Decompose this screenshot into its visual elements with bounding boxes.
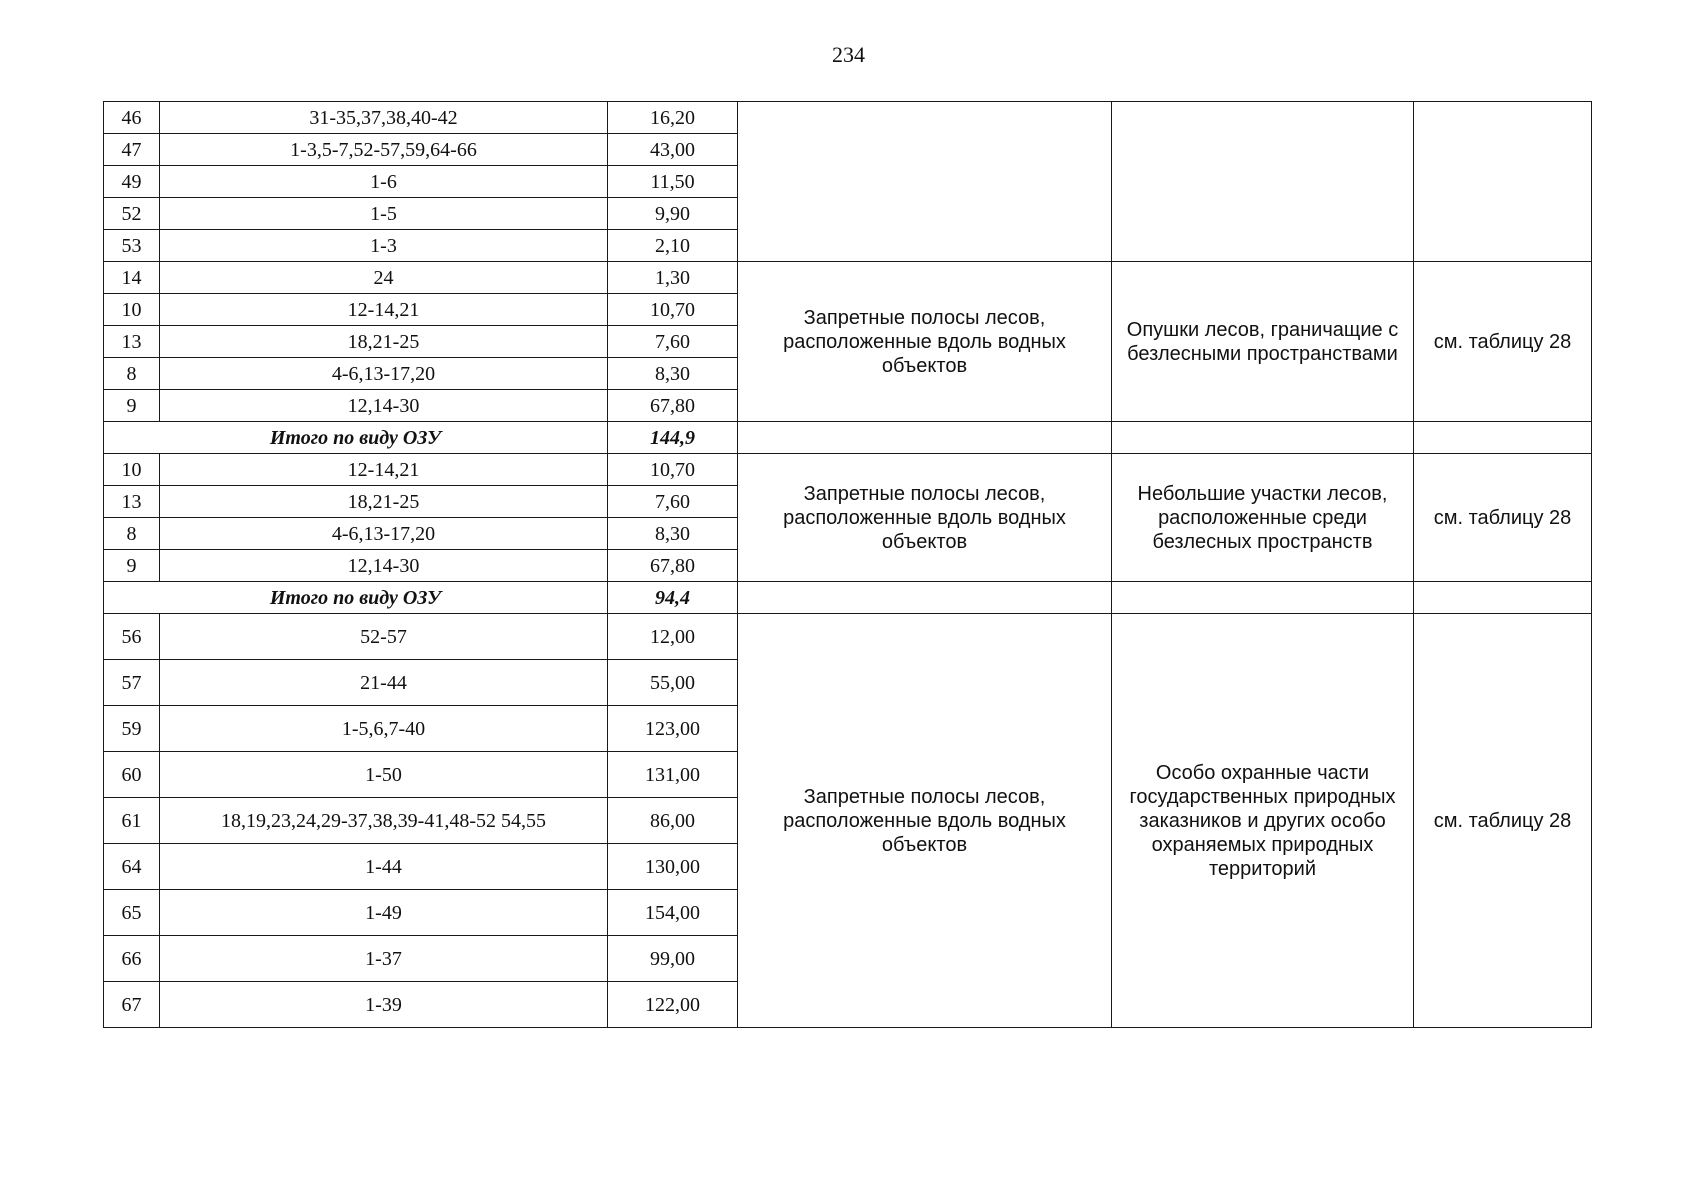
allotments-cell: 1-3 [160,230,608,262]
empty-cell [1414,422,1592,454]
empty-cell [1112,582,1414,614]
quarter-cell: 10 [104,294,160,326]
area-cell: 8,30 [608,518,738,550]
area-cell: 8,30 [608,358,738,390]
quarter-cell: 65 [104,890,160,936]
allotments-cell: 12-14,21 [160,294,608,326]
area-cell: 16,20 [608,102,738,134]
allotments-cell: 12-14,21 [160,454,608,486]
note-cell: см. таблицу 28 [1414,614,1592,1028]
page-number: 234 [832,42,865,67]
allotments-cell: 21-44 [160,660,608,706]
ozu-type-cell: Особо охранные части государственных природных заказников и других особо охраняемых природных территорий [1112,614,1414,1028]
area-cell: 10,70 [608,294,738,326]
area-cell: 55,00 [608,660,738,706]
allotments-cell: 1-37 [160,936,608,982]
allotments-cell: 1-6 [160,166,608,198]
area-cell: 10,70 [608,454,738,486]
ozu-type-cell [1112,102,1414,262]
area-cell: 130,00 [608,844,738,890]
quarter-cell: 47 [104,134,160,166]
empty-cell [738,582,1112,614]
category-cell: Запретные полосы лесов, расположенные вдоль водных объектов [738,262,1112,422]
quarter-cell: 52 [104,198,160,230]
quarter-cell: 61 [104,798,160,844]
allotments-cell: 1-5,6,7-40 [160,706,608,752]
quarter-cell: 46 [104,102,160,134]
total-label: Итого по виду ОЗУ [104,582,608,614]
quarter-cell: 13 [104,326,160,358]
quarter-cell: 67 [104,982,160,1028]
category-cell: Запретные полосы лесов, расположенные вдоль водных объектов [738,454,1112,582]
empty-cell [738,422,1112,454]
allotments-cell: 4-6,13-17,20 [160,518,608,550]
quarter-cell: 64 [104,844,160,890]
quarter-cell: 60 [104,752,160,798]
allotments-cell: 18,19,23,24,29-37,38,39-41,48-52 54,55 [160,798,608,844]
note-cell: см. таблицу 28 [1414,454,1592,582]
allotments-cell: 12,14-30 [160,390,608,422]
empty-cell [1414,582,1592,614]
area-cell: 9,90 [608,198,738,230]
table-row [104,454,1592,486]
total-row [104,582,1592,614]
area-cell: 11,50 [608,166,738,198]
allotments-cell: 1-44 [160,844,608,890]
allotments-cell: 1-5 [160,198,608,230]
area-cell: 123,00 [608,706,738,752]
total-value: 144,9 [608,422,738,454]
quarter-cell: 9 [104,390,160,422]
allotments-cell: 52-57 [160,614,608,660]
area-cell: 1,30 [608,262,738,294]
area-cell: 12,00 [608,614,738,660]
quarter-cell: 9 [104,550,160,582]
quarter-cell: 49 [104,166,160,198]
category-cell: Запретные полосы лесов, расположенные вдоль водных объектов [738,614,1112,1028]
area-cell: 2,10 [608,230,738,262]
ozu-type-cell: Опушки лесов, граничащие с безлесными пространствами [1112,262,1414,422]
area-cell: 67,80 [608,390,738,422]
area-cell: 43,00 [608,134,738,166]
note-cell: см. таблицу 28 [1414,262,1592,422]
allotments-cell: 4-6,13-17,20 [160,358,608,390]
area-cell: 99,00 [608,936,738,982]
quarter-cell: 8 [104,358,160,390]
total-row [104,422,1592,454]
allotments-cell: 18,21-25 [160,326,608,358]
allotments-cell: 1-3,5-7,52-57,59,64-66 [160,134,608,166]
quarter-cell: 8 [104,518,160,550]
area-cell: 131,00 [608,752,738,798]
allotments-cell: 24 [160,262,608,294]
table-row [104,614,1592,660]
table-row [104,262,1592,294]
empty-cell [1112,422,1414,454]
allotments-cell: 18,21-25 [160,486,608,518]
allotments-cell: 12,14-30 [160,550,608,582]
area-cell: 7,60 [608,486,738,518]
allotments-cell: 1-50 [160,752,608,798]
ozu-table [103,101,1592,1028]
allotments-cell: 1-49 [160,890,608,936]
allotments-cell: 1-39 [160,982,608,1028]
quarter-cell: 57 [104,660,160,706]
area-cell: 86,00 [608,798,738,844]
table-row [104,102,1592,134]
area-cell: 7,60 [608,326,738,358]
quarter-cell: 56 [104,614,160,660]
quarter-cell: 53 [104,230,160,262]
total-value: 94,4 [608,582,738,614]
quarter-cell: 66 [104,936,160,982]
allotments-cell: 31-35,37,38,40-42 [160,102,608,134]
total-label: Итого по виду ОЗУ [104,422,608,454]
area-cell: 122,00 [608,982,738,1028]
area-cell: 67,80 [608,550,738,582]
category-cell [738,102,1112,262]
ozu-type-cell: Небольшие участки лесов, расположенные среди безлесных пространств [1112,454,1414,582]
quarter-cell: 13 [104,486,160,518]
quarter-cell: 14 [104,262,160,294]
area-cell: 154,00 [608,890,738,936]
note-cell [1414,102,1592,262]
quarter-cell: 59 [104,706,160,752]
quarter-cell: 10 [104,454,160,486]
